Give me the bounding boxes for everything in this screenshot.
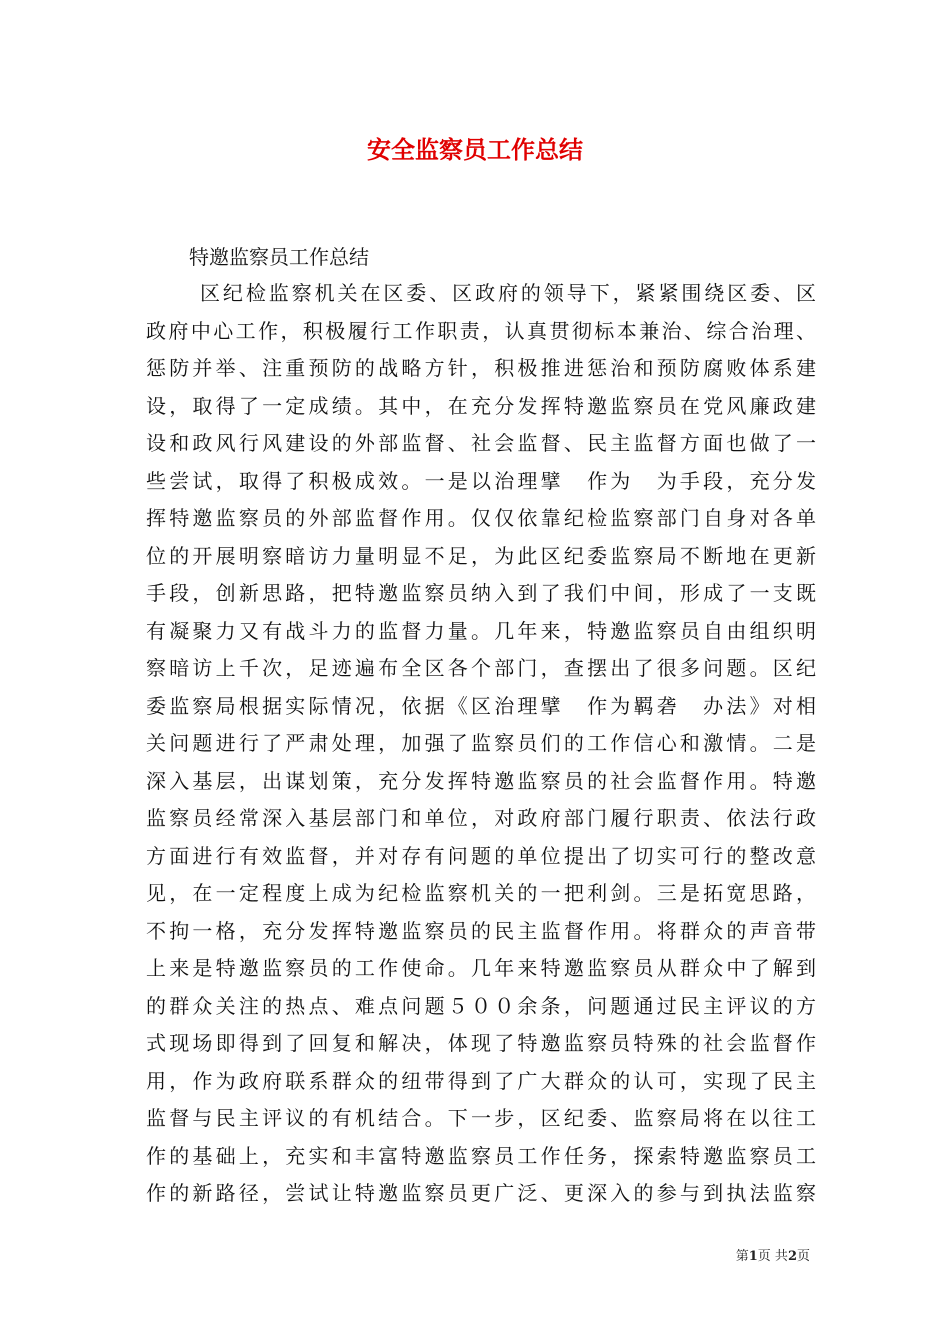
body-line: 察暗访上千次，足迹遍布全区各个部门，查摆出了很多问题。区纪 [146, 656, 816, 680]
body-line: 方面进行有效监督，并对存有问题的单位提出了切实可行的整改意 [146, 843, 816, 868]
body-line: 作的基础上，充实和丰富特邀监察员工作任务，探索特邀监察员工 [146, 1143, 816, 1168]
body-line: 作的新路径，尝试让特邀监察员更广泛、更深入的参与到执法监察 [146, 1181, 816, 1205]
body-line: 区纪检监察机关在区委、区政府的领导下，紧紧围绕区委、区 [200, 281, 816, 305]
body-line: 手段，创新思路，把特邀监察员纳入到了我们中间，形成了一支既 [146, 581, 816, 605]
body-line: 惩防并举、注重预防的战略方针，积极推进惩治和预防腐败体系建 [146, 356, 816, 380]
body-line: 政府中心工作，积极履行工作职责，认真贯彻标本兼治、综合治理、 [146, 318, 816, 343]
body-line: 监督与民主评议的有机结合。下一步，区纪委、监察局将在以往工 [146, 1106, 816, 1130]
footer-current-page: 1 [748, 1249, 758, 1264]
document-subtitle: 特邀监察员工作总结 [189, 245, 369, 269]
body-line: 位的开展明察暗访力量明显不足，为此区纪委监察局不断地在更新 [146, 543, 816, 568]
body-line: 设，取得了一定成绩。其中，在充分发挥特邀监察员在党风廉政建 [146, 393, 816, 418]
body-line: 上来是特邀监察员的工作使命。几年来特邀监察员从群众中了解到 [146, 956, 816, 980]
body-line: 的群众关注的热点、难点问题５００余条，问题通过民主评议的方 [146, 993, 816, 1018]
body-line: 设和政风行风建设的外部监督、社会监督、民主监督方面也做了一 [146, 431, 816, 455]
body-line: 关问题进行了严肃处理，加强了监察员们的工作信心和激情。二是 [146, 731, 816, 755]
body-line: 有凝聚力又有战斗力的监督力量。几年来，特邀监察员自由组织明 [146, 618, 816, 643]
body-line: 些尝试，取得了积极成效。一是以治理擘 作为 为手段，充分发 [146, 468, 816, 493]
footer-total-pages: 2 [787, 1249, 797, 1264]
body-line: 不拘一格，充分发挥特邀监察员的民主监督作用。将群众的声音带 [146, 918, 816, 943]
body-line: 深入基层，出谋划策，充分发挥特邀监察员的社会监督作用。特邀 [146, 768, 816, 793]
document-title: 安全监察员工作总结 [367, 135, 583, 164]
body-line: 监察员经常深入基层部门和单位，对政府部门履行职责、依法行政 [146, 806, 816, 830]
document-body [146, 275, 816, 1213]
footer-middle: 页 共 [757, 1249, 788, 1264]
body-line: 式现场即得到了回复和解决，体现了特邀监察员特殊的社会监督作 [146, 1031, 816, 1055]
body-line: 见，在一定程度上成为纪检监察机关的一把利剑。三是拓宽思路， [146, 881, 816, 905]
footer-suffix: 页 [796, 1249, 810, 1264]
page-footer [736, 1248, 810, 1266]
body-line: 挥特邀监察员的外部监督作用。仅仅依靠纪检监察部门自身对各单 [146, 506, 816, 530]
body-line: 委监察局根据实际情况，依据《区治理擘 作为羁砻 办法》对相 [146, 693, 816, 718]
footer-prefix: 第 [735, 1249, 749, 1264]
body-line: 用，作为政府联系群众的纽带得到了广大群众的认可，实现了民主 [146, 1068, 816, 1093]
